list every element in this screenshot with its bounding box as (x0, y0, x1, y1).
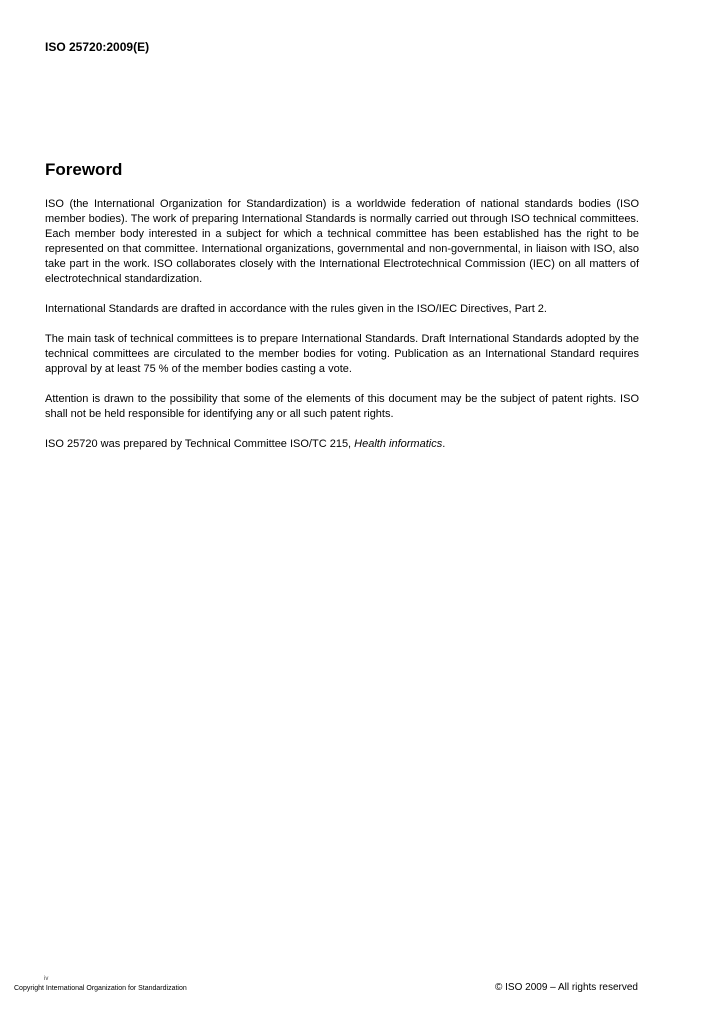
foreword-body (45, 197, 639, 467)
rights-reserved: © ISO 2009 – All rights reserved (495, 982, 638, 993)
paragraph-patent-rights: Attention is drawn to the possibility that some of the elements of this document may be the subject of patent rights. ISO shall not be held responsible for identifying any or all such patent rights. (45, 393, 639, 420)
paragraph-prepared-by (45, 437, 639, 452)
prepared-by-text: ISO 25720 was prepared by Technical Committee ISO/TC 215, (45, 438, 355, 450)
document-id: ISO 25720:2009(E) (45, 40, 150, 54)
paragraph-technical-committees: The main task of technical committees is to prepare International Standards. Draft International Standards adopted by the technical committees are circulated to the member bodies for voting. Publication as an International Standard requires approval by at least 75 % of the member bodies casting a vote. (45, 333, 639, 375)
copyright-notice: Copyright International Organization for Standardization (14, 985, 187, 992)
committee-subject: Health informatics (354, 438, 443, 450)
prepared-by-end: . (442, 438, 446, 450)
foreword-heading: Foreword (45, 160, 123, 179)
paragraph-drafting-rules: International Standards are drafted in accordance with the rules given in the ISO/IEC Directives, Part 2. (45, 303, 547, 315)
page-number: iv (44, 976, 49, 982)
paragraph-iso-federation: ISO (the International Organization for Standardization) is a worldwide federation of national standards bodies (ISO member bodies). The work of preparing International Standards is normally carried out through ISO technical committees. Each member body interested in a subject for which a technical committee has been established has the right to be represented on that committee. International organizations, governmental and non-governmental, in liaison with ISO, also take part in the work. ISO collaborates closely with the International Electrotechnical Commission (IEC) on all matters of electrotechnical standardization. (45, 198, 639, 285)
